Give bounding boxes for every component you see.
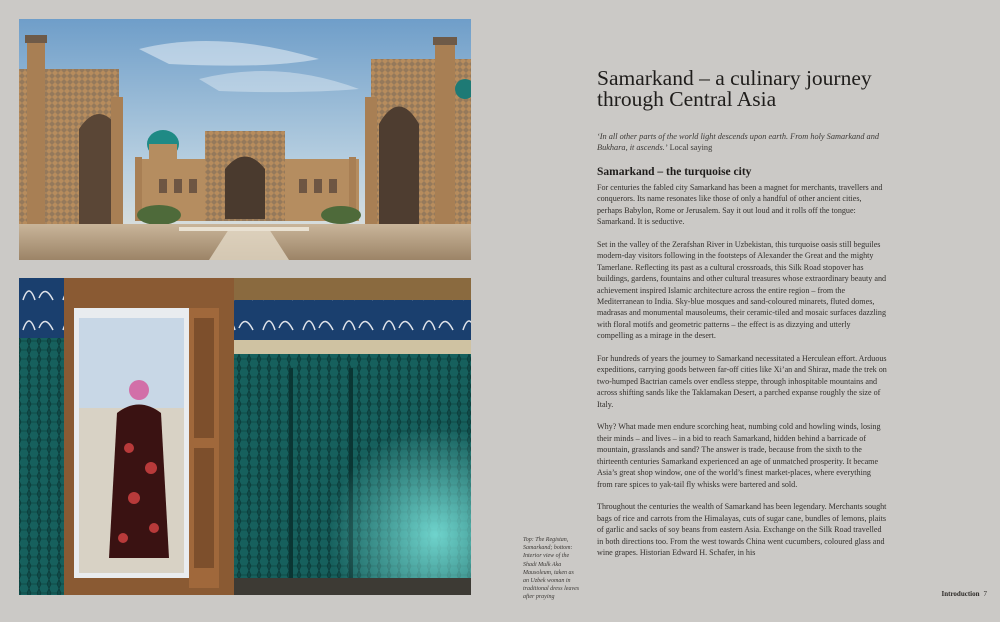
body-paragraph: For centuries the fabled city Samarkand has been a magnet for merchants, travellers and conquerors. Its name resonates like those of only a handful of other ancient cities, perhaps Babylon, Rome or Jerusalem. Say it out loud and it rolls off the tongue: Samarkand. It is seductive.: [597, 183, 883, 227]
footer-section-label: Introduction: [941, 590, 980, 598]
photo-caption: Top: The Registan, Samarkand; bottom: Interior view of the Shadi Mulk Aka Mausoleum, taken as an Uzbek woman in traditional dress leaves after praying: [523, 537, 580, 601]
registan-photo: [19, 19, 471, 260]
body-paragraph: For hundreds of years the journey to Samarkand necessitated a Herculean effort. Arduous expeditions, carrying goods between far-off cities like Xi’an and Shiraz, made the trek on two-humped Bactrian camels over endless steppe, through inhospitable mountains and across shifting sands like the Taklamakan Desert, a parched expanse roughly the size of Italy.: [597, 354, 887, 409]
article-title: Samarkand – a culinary journey through Central Asia: [597, 66, 872, 111]
epigraph: [597, 131, 897, 153]
epigraph-quote: ‘In all other parts of the world light descends upon earth. From holy Samarkand and Bukhara, it ascends.’: [597, 132, 879, 152]
page-footer: [942, 590, 988, 598]
article-body: [597, 182, 887, 570]
section-heading: Samarkand – the turquoise city: [597, 166, 752, 178]
body-paragraph: Why? What made men endure scorching heat, numbing cold and howling winds, losing their minds – and lives – in a bid to reach Samarkand, hidden behind a barricade of mountain, grasslands and sand? The answer is trade, because from the sixth to the thirteenth centuries Samarkand experienced an age of unmatched prosperity. It became Asia’s great shop window, one of the world’s finest market-places, where everything from rare spices to yak-tail fly whisks were bartered and sold.: [597, 422, 881, 489]
body-paragraph: Throughout the centuries the wealth of Samarkand has been legendary. Merchants sought bags of rice and carrots from the Himalayas, cuts of sugar cane, bundles of lemons, plaits of garlic and sacks of soy beans from eastern Asia. Exchange on the Silk Road travelled in both directions too. From the west towards China went cucumbers, coloured glass and wine grapes. Historian Edward H. Schafer, in his: [597, 502, 887, 557]
page-number: 7: [983, 590, 987, 598]
body-paragraph: Set in the valley of the Zerafshan River in Uzbekistan, this turquoise oasis still beguiles modern-day visitors following in the footsteps of Alexander the Great and the mighty Tamerlane. Reflecting its past as a cultural crossroads, this Silk Road stopover has buildings, gardens, fountains and other cultural treasures whose extraordinary beauty and achievement inspired Islamic architecture across the entire region – from the Mediterranean to India. Sky-blue mosques and sand-coloured minarets, fluted domes, madrasas and monumental mausoleums, their ceramic-tiled and mosaic surfaces dazzling with floral motifs and geometric patterns – the effect is as dizzying and utterly compelling as a mirage in the desert.: [597, 240, 887, 341]
mausoleum-photo: [19, 278, 471, 595]
epigraph-attribution: Local saying: [667, 143, 713, 152]
